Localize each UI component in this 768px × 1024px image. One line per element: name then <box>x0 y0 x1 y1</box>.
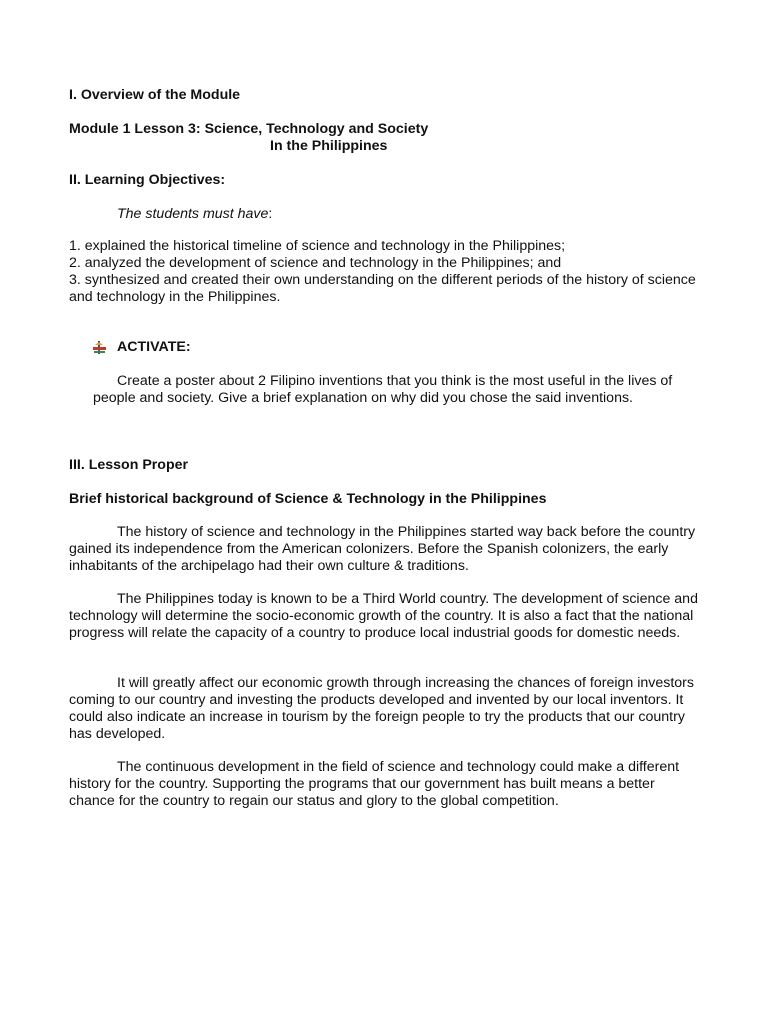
objectives-heading: II. Learning Objectives: <box>69 172 226 188</box>
activate-text: Create a poster about 2 Filipino inventions that you think is the most useful in the lives of people and society. Give a brief explanation on why did you chose the said inventions. <box>93 373 673 406</box>
overview-heading: I. Overview of the Module <box>69 87 241 103</box>
objectives-intro <box>117 206 272 223</box>
objective-item: 1. explained the historical timeline of science and technology in the Philippines; <box>69 238 566 254</box>
arrow-bullet-icon <box>92 340 107 355</box>
activate-label: ACTIVATE: <box>117 339 191 355</box>
module-title-line2: In the Philippines <box>270 138 388 154</box>
lesson-paragraph: The Philippines today is known to be a Third World country. The development of science and technology will determine the socio-economic growth of the country. It is also a fact that the national progress will relate the capacity of a country to produce local industrial goods for domestic needs. <box>69 591 698 641</box>
activate-heading <box>92 339 191 356</box>
objective-item: 3. synthesized and created their own understanding on the different periods of the history of science and technology in the Philippines. <box>69 272 696 305</box>
lesson-paragraph: The continuous development in the field of science and technology could make a different history for the country. Supporting the programs that our government has built means a better chance for the country to regain our status and glory to the global competition. <box>69 759 680 809</box>
lesson-heading: III. Lesson Proper <box>69 457 189 473</box>
lesson-subheading: Brief historical background of Science & Technology in the Philippines <box>69 491 547 507</box>
module-title-line1: Module 1 Lesson 3: Science, Technology and Society <box>69 121 429 137</box>
objectives-list <box>69 238 709 306</box>
objectives-intro-text: The students must have <box>117 206 269 222</box>
objectives-intro-colon: : <box>268 206 273 222</box>
objective-item: 2. analyzed the development of science and technology in the Philippines; and <box>69 255 562 271</box>
lesson-paragraph: It will greatly affect our economic growth through increasing the chances of foreign investors coming to our country and investing the products developed and invented by our local inventors. It could also indicate an increase in tourism by the foreign people to try the products that our country has developed. <box>69 675 694 742</box>
lesson-paragraph: The history of science and technology in the Philippines started way back before the country gained its independence from the American colonizers. Before the Spanish colonizers, the early inhabitants of the archipelago had their own culture & traditions. <box>69 524 696 574</box>
